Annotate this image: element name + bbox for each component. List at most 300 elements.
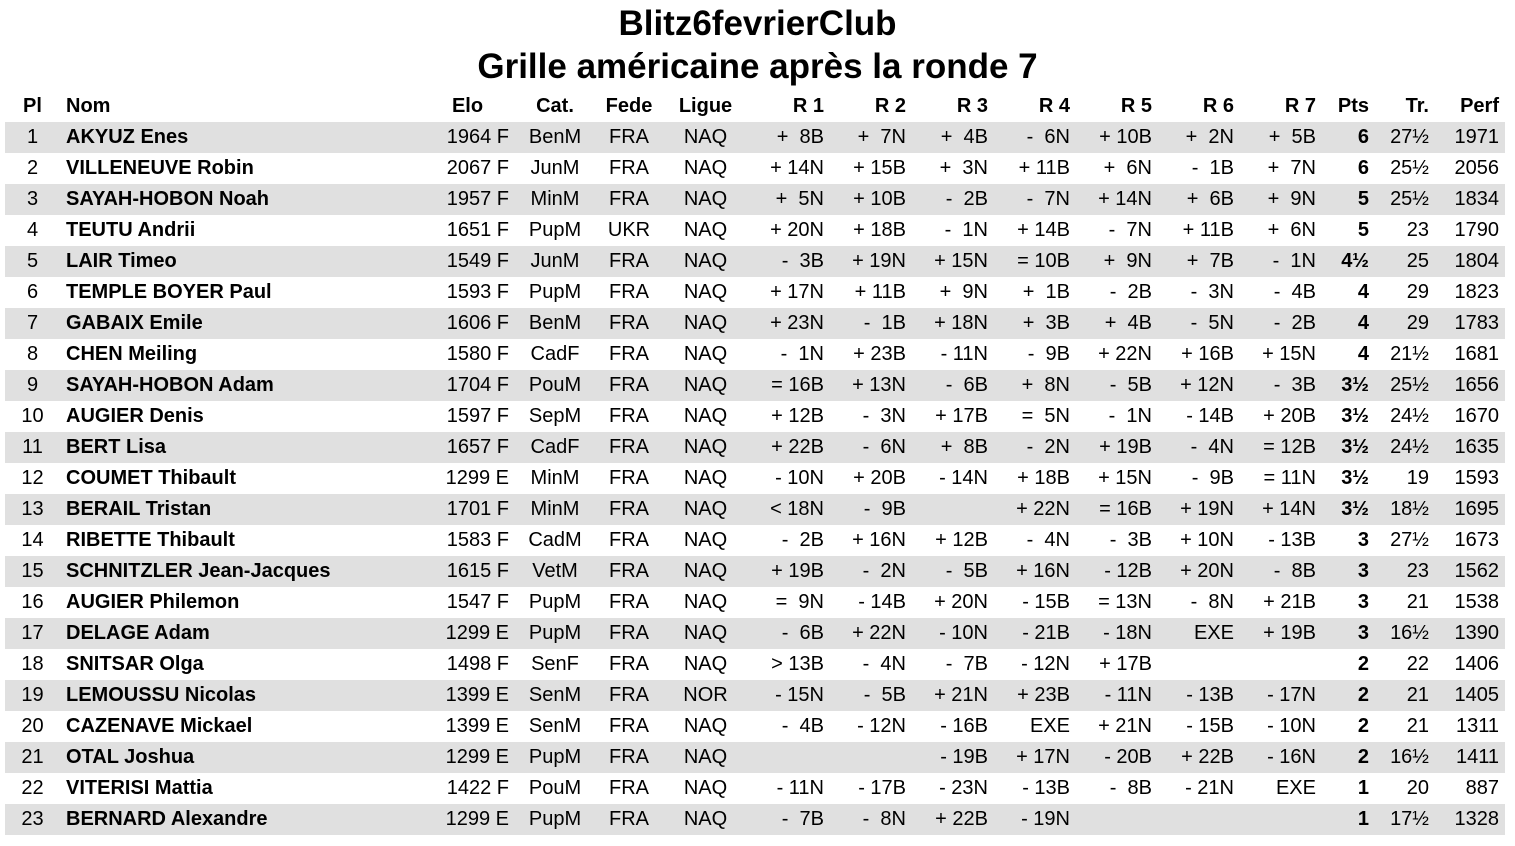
table-row (5, 804, 1505, 835)
cell-pts: 5 (1357, 219, 1369, 241)
cell-perf: 1328 (1454, 808, 1499, 830)
cell-cat: BenM (528, 126, 582, 148)
cell-r2: + 19N (852, 250, 906, 272)
cell-cat: PupM (528, 808, 582, 830)
cell-r5 (1076, 804, 1158, 835)
cell-r1: - 1N (780, 343, 824, 365)
cell-r3: + 18N (934, 312, 988, 334)
cell-r5: + 6N (1103, 157, 1152, 179)
cell-pl: 3 (26, 188, 39, 210)
cell-ligue: NAQ (683, 653, 728, 675)
cell-ligue: NAQ (683, 250, 728, 272)
title-block (0, 0, 1515, 88)
cell-cat: VetM (532, 560, 578, 582)
cell-r4: - 12N (1021, 653, 1070, 675)
cell-nom: SAYAH-HOBON Adam (66, 374, 274, 396)
cell-cat: CadF (530, 436, 580, 458)
cell-r1: + 12B (771, 405, 824, 427)
cell-r2: + 22N (852, 622, 906, 644)
page-title: Blitz6fevrierClub (618, 4, 897, 43)
cell-ligue: NAQ (683, 467, 728, 489)
cell-fede: FRA (609, 560, 649, 582)
cell-ligue: NAQ (683, 157, 728, 179)
column-header-fede: Fede (605, 95, 653, 117)
cell-fede: FRA (609, 374, 649, 396)
cell-pl: 9 (26, 374, 39, 396)
table-row (5, 246, 1505, 277)
column-header-r1: R 1 (792, 95, 824, 117)
cell-tr: 22 (1406, 653, 1429, 675)
cell-pts: 3½ (1341, 405, 1369, 427)
table-row (5, 339, 1505, 370)
cell-r4: - 7N (1026, 188, 1070, 210)
cell-elo: 1964 F (446, 126, 509, 148)
table-row (5, 277, 1505, 308)
cell-pl: 8 (26, 343, 39, 365)
cell-r2: - 3N (862, 405, 906, 427)
cell-pl: 6 (26, 281, 39, 303)
cell-r2: + 23B (853, 343, 906, 365)
cell-r6: + 7B (1186, 250, 1234, 272)
cell-elo: 1657 F (446, 436, 509, 458)
cell-r1: + 5N (775, 188, 824, 210)
column-header-elo: Elo (451, 95, 484, 117)
cell-r3: + 12B (935, 529, 988, 551)
cell-pl: 5 (26, 250, 39, 272)
cell-fede: FRA (609, 405, 649, 427)
table-row (5, 463, 1505, 494)
cell-r5: + 19B (1099, 436, 1152, 458)
cell-r6: + 22B (1181, 746, 1234, 768)
cell-r7: + 6N (1267, 219, 1316, 241)
cell-r3: - 11N (940, 343, 988, 365)
cell-tr: 25½ (1390, 188, 1429, 210)
cell-pl: 20 (21, 715, 44, 737)
cell-perf: 1562 (1454, 560, 1499, 582)
column-header-r4: R 4 (1038, 95, 1070, 117)
cell-fede: FRA (609, 715, 649, 737)
cell-elo: 1651 F (446, 219, 509, 241)
table-row (5, 556, 1505, 587)
cell-r6: - 5N (1190, 312, 1234, 334)
cell-r6: - 3N (1190, 281, 1234, 303)
cell-pl: 16 (21, 591, 44, 613)
cell-nom: CAZENAVE Mickael (66, 715, 253, 737)
cell-pl: 22 (21, 777, 44, 799)
cell-nom: COUMET Thibault (66, 467, 236, 489)
cell-r1: - 7B (781, 808, 824, 830)
cell-pts: 2 (1357, 715, 1369, 737)
cell-r4: + 14B (1017, 219, 1070, 241)
column-header-pts: Pts (1337, 95, 1369, 117)
cell-r6 (1158, 804, 1240, 835)
cell-fede: FRA (609, 467, 649, 489)
cell-r5: - 12B (1104, 560, 1152, 582)
cell-fede: FRA (609, 746, 649, 768)
column-header-r6: R 6 (1202, 95, 1234, 117)
cell-cat: CadF (530, 343, 580, 365)
cell-cat: SenF (531, 653, 579, 675)
column-header-ligue: Ligue (678, 95, 733, 117)
cell-r2: + 15B (853, 157, 906, 179)
cell-r5: - 1N (1108, 405, 1152, 427)
cell-elo: 1597 F (446, 405, 509, 427)
cell-r2: + 10B (853, 188, 906, 210)
cell-fede: FRA (609, 777, 649, 799)
cell-pl: 2 (26, 157, 39, 179)
column-header-perf: Perf (1460, 95, 1499, 117)
table-row (5, 370, 1505, 401)
table-row (5, 308, 1505, 339)
cell-pts: 5 (1357, 188, 1369, 210)
cell-cat: MinM (530, 467, 580, 489)
cell-r2: - 17B (858, 777, 906, 799)
cell-cat: PupM (528, 622, 582, 644)
cell-ligue: NAQ (683, 126, 728, 148)
cell-r5: = 13N (1098, 591, 1152, 613)
cell-r6: + 19N (1180, 498, 1234, 520)
cell-nom: OTAL Joshua (66, 746, 195, 768)
cell-r6: - 9B (1191, 467, 1234, 489)
cell-r7: + 20B (1263, 405, 1316, 427)
cell-tr: 19 (1406, 467, 1429, 489)
cell-r3: + 22B (935, 808, 988, 830)
cell-r6: + 6B (1186, 188, 1234, 210)
cell-r1: = 16B (771, 374, 824, 396)
cell-pl: 12 (21, 467, 44, 489)
cell-r4: + 1B (1022, 281, 1070, 303)
cell-pl: 11 (22, 436, 43, 458)
cell-tr: 25 (1406, 250, 1429, 272)
cell-r5: + 15N (1098, 467, 1152, 489)
cell-r1: - 2B (781, 529, 824, 551)
cell-ligue: NAQ (683, 343, 728, 365)
cell-fede: FRA (609, 188, 649, 210)
cell-ligue: NAQ (683, 777, 728, 799)
cell-r6: + 2N (1185, 126, 1234, 148)
cell-r4: - 2N (1026, 436, 1070, 458)
cell-r1: + 19B (771, 560, 824, 582)
table-row (5, 618, 1505, 649)
cell-r5: - 5B (1109, 374, 1152, 396)
cell-r7: - 17N (1267, 684, 1316, 706)
cell-ligue: NAQ (683, 436, 728, 458)
cell-r5: - 20B (1104, 746, 1152, 768)
cell-elo: 1399 E (445, 684, 509, 706)
cell-cat: PouM (528, 777, 582, 799)
cell-elo: 1498 F (446, 653, 509, 675)
cell-r7 (1240, 804, 1322, 835)
cell-ligue: NAQ (683, 808, 728, 830)
cell-fede: UKR (607, 219, 651, 241)
cell-r7: - 16N (1267, 746, 1316, 768)
cell-r7: + 9N (1267, 188, 1316, 210)
cell-nom: GABAIX Emile (66, 312, 203, 334)
cell-r6: - 1B (1191, 157, 1234, 179)
cell-r7: EXE (1275, 777, 1316, 799)
cell-r2: - 12N (857, 715, 906, 737)
cell-r7: - 13B (1268, 529, 1316, 551)
cell-r2: + 20B (853, 467, 906, 489)
cell-elo: 1422 F (446, 777, 509, 799)
standings-table (5, 91, 1505, 835)
cell-tr: 21½ (1390, 343, 1429, 365)
cell-pts: 3 (1357, 529, 1369, 551)
cell-r6: + 12N (1180, 374, 1234, 396)
cell-r7: - 3B (1273, 374, 1316, 396)
cell-tr: 24½ (1390, 405, 1429, 427)
cell-r4: - 19N (1021, 808, 1070, 830)
cell-r1: - 3B (781, 250, 824, 272)
cell-fede: FRA (609, 622, 649, 644)
cell-r7: + 7N (1267, 157, 1316, 179)
cell-perf: 1823 (1454, 281, 1499, 303)
cell-elo: 1957 F (446, 188, 509, 210)
cell-r6: - 13B (1186, 684, 1234, 706)
table-row (5, 122, 1505, 153)
cell-r5: + 9N (1103, 250, 1152, 272)
cell-perf: 1405 (1454, 684, 1499, 706)
cell-r7: + 5B (1268, 126, 1316, 148)
cell-r3: - 10N (939, 622, 988, 644)
cell-fede: FRA (609, 157, 649, 179)
cell-elo: 2067 F (446, 157, 509, 179)
cell-pts: 2 (1357, 746, 1369, 768)
cell-pl: 21 (21, 746, 44, 768)
cell-r5: - 3B (1109, 529, 1152, 551)
cell-pl: 18 (21, 653, 44, 675)
cell-r3: - 14N (939, 467, 988, 489)
cell-r4: + 11B (1018, 157, 1070, 179)
cell-r7: - 8B (1273, 560, 1316, 582)
cell-nom: AUGIER Denis (66, 405, 204, 427)
cell-nom: SAYAH-HOBON Noah (66, 188, 269, 210)
cell-r7: = 12B (1263, 436, 1316, 458)
cell-nom: LEMOUSSU Nicolas (66, 684, 257, 706)
cell-r3: - 1N (944, 219, 988, 241)
cell-r6: - 15B (1186, 715, 1234, 737)
table-row (5, 432, 1505, 463)
cell-r6: - 4N (1190, 436, 1234, 458)
cell-tr: 24½ (1390, 436, 1429, 458)
cell-r6: + 11B (1182, 219, 1234, 241)
cell-r1: + 17N (770, 281, 824, 303)
cell-r6: EXE (1193, 622, 1234, 644)
cell-r6: + 16B (1181, 343, 1234, 365)
cell-ligue: NAQ (683, 312, 728, 334)
column-header-r7: R 7 (1284, 95, 1316, 117)
cell-ligue: NAQ (683, 715, 728, 737)
table-row (5, 153, 1505, 184)
cell-nom: SNITSAR Olga (66, 653, 204, 675)
cell-ligue: NAQ (683, 188, 728, 210)
cell-pts: 6 (1357, 126, 1369, 148)
cell-r3: + 8B (940, 436, 988, 458)
cell-cat: SenM (528, 684, 582, 706)
cell-tr: 21 (1406, 591, 1429, 613)
cell-r7: - 1N (1272, 250, 1316, 272)
cell-tr: 18½ (1390, 498, 1429, 520)
cell-perf: 2056 (1454, 157, 1499, 179)
cell-fede: FRA (609, 653, 649, 675)
cell-pts: 3½ (1341, 436, 1369, 458)
cell-r3: + 20N (934, 591, 988, 613)
cell-r3: + 21N (934, 684, 988, 706)
cell-ligue: NAQ (683, 498, 728, 520)
cell-pts: 1 (1357, 808, 1369, 830)
cell-perf: 1656 (1454, 374, 1499, 396)
cell-perf: 1411 (1455, 746, 1499, 768)
cell-r2: - 2N (862, 560, 906, 582)
cell-nom: BERNARD Alexandre (66, 808, 268, 830)
cell-r6: - 8N (1190, 591, 1234, 613)
cell-r3: - 2B (945, 188, 988, 210)
cell-pts: 2 (1357, 684, 1369, 706)
cell-cat: CadM (528, 529, 582, 551)
cell-fede: FRA (609, 591, 649, 613)
cell-fede: FRA (609, 808, 649, 830)
header-row (5, 91, 1505, 122)
cell-r3: - 16B (940, 715, 988, 737)
cell-perf: 1593 (1454, 467, 1499, 489)
cell-tr: 29 (1406, 312, 1429, 334)
cell-pl: 14 (21, 529, 44, 551)
cell-r7: - 10N (1267, 715, 1316, 737)
cell-perf: 1783 (1454, 312, 1499, 334)
table-body (5, 122, 1505, 835)
cell-r1: - 15N (775, 684, 824, 706)
cell-tr: 21 (1406, 715, 1429, 737)
cell-pts: 4 (1357, 312, 1369, 334)
cell-r6: - 21N (1185, 777, 1234, 799)
cell-r5: + 22N (1098, 343, 1152, 365)
cell-tr: 23 (1406, 560, 1429, 582)
cell-pts: 4 (1357, 343, 1369, 365)
cell-elo: 1549 F (446, 250, 509, 272)
cell-tr: 25½ (1390, 374, 1429, 396)
page-subtitle: Grille américaine après la ronde 7 (477, 47, 1038, 86)
cell-pts: 3 (1357, 560, 1369, 582)
cell-perf: 1673 (1454, 529, 1499, 551)
cell-r4: + 22N (1016, 498, 1070, 520)
table-row (5, 184, 1505, 215)
cell-pl: 17 (21, 622, 44, 644)
cell-perf: 1790 (1454, 219, 1499, 241)
cell-elo: 1606 F (446, 312, 509, 334)
cell-r5: + 4B (1104, 312, 1152, 334)
cell-r7: - 2B (1273, 312, 1316, 334)
cell-tr: 27½ (1390, 529, 1429, 551)
table-row (5, 401, 1505, 432)
cell-r3: - 6B (945, 374, 988, 396)
cell-tr: 21 (1406, 684, 1429, 706)
cell-ligue: NAQ (683, 746, 728, 768)
cell-elo: 1593 F (446, 281, 509, 303)
cell-r2: - 14B (858, 591, 906, 613)
cell-tr: 16½ (1390, 746, 1429, 768)
cell-nom: DELAGE Adam (66, 622, 210, 644)
cell-fede: FRA (609, 312, 649, 334)
cell-r3: - 19B (940, 746, 988, 768)
cell-perf: 887 (1465, 777, 1499, 799)
cell-r4: - 4N (1026, 529, 1070, 551)
cell-pts: 2 (1357, 653, 1369, 675)
cell-r1: + 23N (770, 312, 824, 334)
cell-r2: + 11B (854, 281, 906, 303)
cell-r2 (830, 742, 912, 773)
cell-ligue: NAQ (683, 622, 728, 644)
cell-tr: 20 (1406, 777, 1429, 799)
cell-pts: 4½ (1341, 250, 1369, 272)
cell-perf: 1695 (1454, 498, 1499, 520)
cell-ligue: NAQ (683, 219, 728, 241)
cell-r3: + 17B (935, 405, 988, 427)
cell-fede: FRA (609, 498, 649, 520)
cell-fede: FRA (609, 126, 649, 148)
cell-r3: + 9N (939, 281, 988, 303)
cell-fede: FRA (609, 529, 649, 551)
cell-pl: 1 (26, 126, 39, 148)
cell-r5: - 18N (1103, 622, 1152, 644)
cell-r4: + 17N (1016, 746, 1070, 768)
cell-r1 (748, 742, 830, 773)
cell-ligue: NAQ (683, 560, 728, 582)
cell-r2: - 1B (863, 312, 906, 334)
cell-elo: 1299 E (445, 467, 509, 489)
cell-tr: 25½ (1390, 157, 1429, 179)
cell-pts: 1 (1357, 777, 1369, 799)
cell-r1: - 4B (781, 715, 824, 737)
cell-pl: 15 (21, 560, 44, 582)
cell-r7 (1240, 649, 1322, 680)
cell-nom: TEUTU Andrii (66, 219, 196, 241)
cell-cat: PupM (528, 281, 582, 303)
cell-nom: LAIR Timeo (66, 250, 177, 272)
cell-r1: - 10N (775, 467, 824, 489)
table-row (5, 587, 1505, 618)
cell-r2: - 9B (863, 498, 906, 520)
cell-r1: + 8B (776, 126, 824, 148)
cell-r4: + 23B (1017, 684, 1070, 706)
cell-elo: 1615 F (446, 560, 509, 582)
cell-nom: RIBETTE Thibault (66, 529, 235, 551)
cell-pts: 6 (1357, 157, 1369, 179)
cell-r3: - 23N (939, 777, 988, 799)
cell-r2: - 5B (863, 684, 906, 706)
cell-fede: FRA (609, 250, 649, 272)
cell-pts: 4 (1357, 281, 1369, 303)
cell-nom: AKYUZ Enes (66, 126, 189, 148)
cell-ligue: NOR (683, 684, 728, 706)
cell-tr: 29 (1406, 281, 1429, 303)
cell-elo: 1583 F (446, 529, 509, 551)
cell-cat: MinM (530, 188, 580, 210)
table-row (5, 742, 1505, 773)
cell-r5: - 7N (1108, 219, 1152, 241)
cell-perf: 1834 (1454, 188, 1499, 210)
cell-perf: 1406 (1454, 653, 1499, 675)
cell-elo: 1701 F (446, 498, 509, 520)
cell-r7: + 15N (1262, 343, 1316, 365)
column-header-nom: Nom (66, 95, 111, 117)
cell-elo: 1704 F (446, 374, 509, 396)
cell-r4: + 16N (1016, 560, 1070, 582)
cell-r4: = 5N (1021, 405, 1070, 427)
column-header-cat: Cat. (536, 95, 574, 117)
cell-cat: PupM (528, 219, 582, 241)
column-header-r2: R 2 (874, 95, 906, 117)
cell-cat: PouM (528, 374, 582, 396)
